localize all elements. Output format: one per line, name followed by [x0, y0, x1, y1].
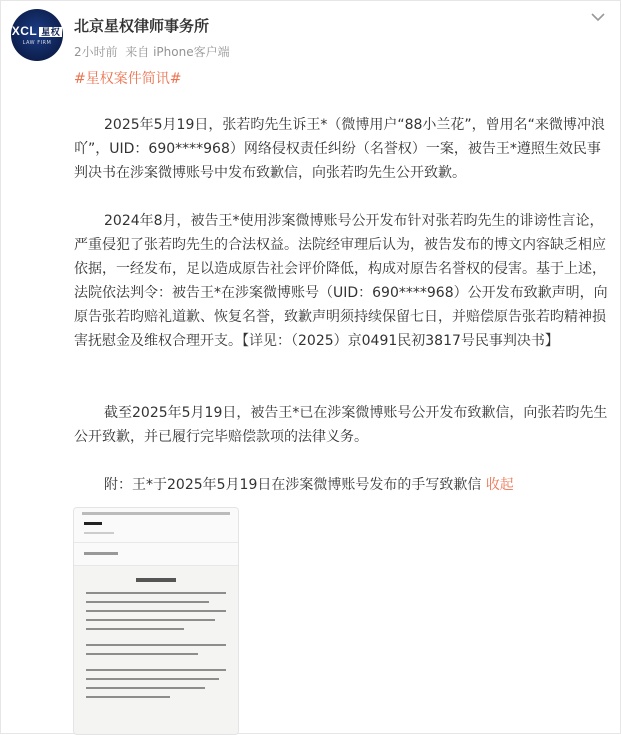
post-meta — [74, 43, 230, 60]
avatar-badge: 星权 — [41, 27, 61, 37]
avatar-brand: XCL — [11, 24, 38, 38]
attachment-note: 附：王*于2025年5月19日在涉案微博账号发布的手写致歉信 — [104, 477, 482, 493]
post-paragraph: 2025年5月19日，张若昀先生诉王*（微博用户“88小兰花”，曾用名“来微博冲浪吖”，UID：690****968）网络侵权责任纠纷（名誉权）一案，被告王*遵照生效民事判决书在涉案微博账号中发布致歉信，向张若昀先生公开致歉。 — [74, 117, 605, 181]
author-name[interactable]: 北京星权律师事务所 — [74, 17, 210, 35]
avatar-sub: LAW FIRM — [22, 40, 52, 46]
avatar[interactable] — [11, 9, 63, 61]
handwritten-letter — [74, 566, 238, 715]
attached-image[interactable] — [73, 507, 239, 735]
post-paragraph: 2024年8月，被告王*使用涉案微博账号公开发布针对张若昀先生的诽谤性言论，严重侵犯了张若昀先生的合法权益。法院经审理后认为，被告发布的博文内容缺乏相应依据，一经发布，足以造成原告社会评价降低，构成对原告名誉权的侵害。基于上述，法院依法判令：被告王*在涉案微博账号（UID：690****968）公开发布致歉声明，向原告张若昀赔礼道歉、恢复名誉，致歉声明须持续保留七日，并赔偿原告张若昀精神损害抚慰金及维权合理开支。【详见：（2025）京0491民初3817号民事判决书】 — [74, 213, 608, 349]
image-header — [74, 508, 238, 543]
chevron-down-icon[interactable] — [588, 9, 608, 25]
image-subheader — [74, 543, 238, 566]
attachment-note-line — [74, 473, 612, 497]
post-time: 2小时前 — [74, 45, 118, 59]
post-paragraph: 截至2025年5月19日，被告王*已在涉案微博账号公开发布致歉信，向张若昀先生公开致歉，并已履行完毕赔偿款项的法律义务。 — [74, 405, 608, 445]
collapse-link[interactable]: 收起 — [485, 477, 514, 493]
topic-tag[interactable]: #星权案件简讯# — [74, 71, 182, 87]
post-source: 来自 iPhone客户端 — [125, 45, 230, 59]
